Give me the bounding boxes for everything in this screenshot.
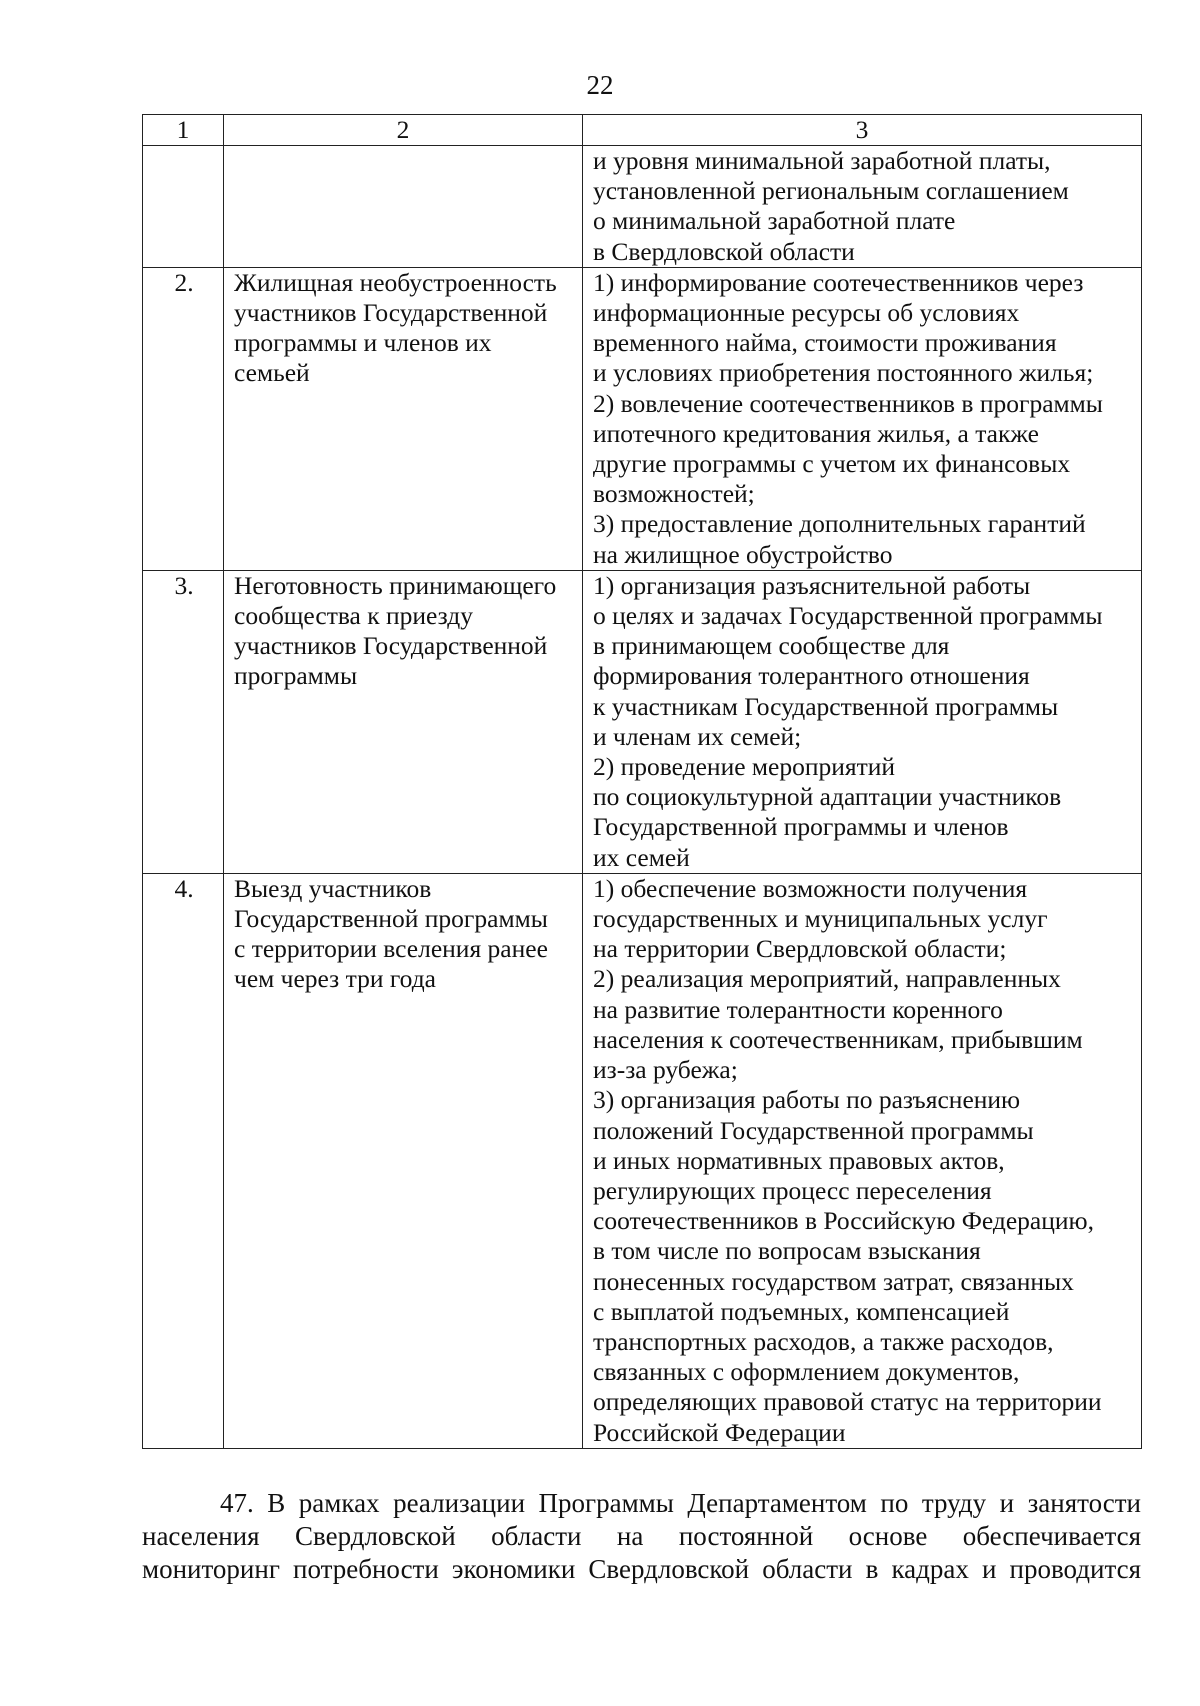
risk-line: сообщества к приезду — [234, 601, 474, 631]
measure-line: в том числе по вопросам взыскания — [593, 1236, 981, 1266]
measure-line: связанных с оформлением документов, — [593, 1357, 1020, 1387]
measure-line: 1) обеспечение возможности получения — [593, 873, 1028, 903]
risk-cell — [224, 873, 583, 1448]
paragraph-47 — [142, 1487, 1141, 1586]
table-row — [143, 267, 1142, 570]
risk-line: семьей — [234, 358, 310, 388]
measure-line: 2) проведение мероприятий — [593, 752, 896, 782]
row-number: 4. — [143, 873, 224, 1448]
risk-line: Неготовность принимающего — [234, 570, 557, 600]
risk-cell — [224, 267, 583, 570]
measure-line: в принимающем сообществе для — [593, 631, 950, 661]
measure-line: понесенных государством затрат, связанных — [593, 1266, 1074, 1296]
measure-line: временного найма, стоимости проживания — [593, 328, 1057, 358]
table-row — [143, 146, 1142, 268]
header-col-2: 2 — [224, 115, 583, 146]
measures-cell — [583, 570, 1142, 873]
row-number: 3. — [143, 570, 224, 873]
measure-line: и членам их семей; — [593, 721, 802, 751]
measure-line: положений Государственной программы — [593, 1115, 1034, 1145]
measure-line: соотечественников в Российскую Федерацию, — [593, 1206, 1094, 1236]
measures-cell — [583, 267, 1142, 570]
measure-line: на территории Свердловской области; — [593, 934, 1007, 964]
measure-line: транспортных расходов, а также расходов, — [593, 1326, 1054, 1356]
measure-line: и уровня минимальной заработной платы, — [593, 146, 1051, 175]
measures-cell — [583, 873, 1142, 1448]
measure-line: к участникам Государственной программы — [593, 691, 1059, 721]
measure-line: Государственной программы и членов — [593, 812, 1009, 842]
measure-line: 2) вовлечение соотечественников в программы — [593, 388, 1103, 418]
measure-line: и иных нормативных правовых актов, — [593, 1145, 1005, 1175]
row-number — [143, 146, 224, 268]
risk-line: участников Государственной — [234, 298, 548, 328]
paragraph-line: населения Свердловской области на постоянной основе обеспечивается — [142, 1521, 1141, 1551]
header-col-3: 3 — [583, 115, 1142, 146]
measure-line: Российской Федерации — [593, 1417, 846, 1447]
paragraph-line: мониторинг потребности экономики Свердловской области в кадрах и проводится — [142, 1554, 1141, 1584]
paragraph-line: 47. В рамках реализации Программы Департаментом по труду и занятости — [220, 1488, 1141, 1518]
measure-line: на развитие толерантности коренного — [593, 994, 1003, 1024]
table-row — [143, 873, 1142, 1448]
measures-table — [142, 114, 1142, 1449]
risk-line: программы и членов их — [234, 328, 492, 358]
page-number: 22 — [586, 70, 614, 100]
risk-line: с территории вселения ранее — [234, 934, 548, 964]
measures-cell — [583, 146, 1142, 268]
measure-line: 3) организация работы по разъяснению — [593, 1085, 1021, 1115]
measure-line: 1) информирование соотечественников через — [593, 267, 1084, 297]
header-col-1: 1 — [143, 115, 224, 146]
measure-line: 1) организация разъяснительной работы — [593, 570, 1031, 600]
risk-line: участников Государственной — [234, 631, 548, 661]
risk-cell — [224, 146, 583, 268]
measure-line: их семей — [593, 842, 690, 872]
measure-line: и условиях приобретения постоянного жилья; — [593, 358, 1094, 388]
measure-line: 2) реализация мероприятий, направленных — [593, 964, 1061, 994]
row-number: 2. — [143, 267, 224, 570]
risk-line: Жилищная необустроенность — [234, 267, 557, 297]
measure-line: ипотечного кредитования жилья, а также — [593, 418, 1039, 448]
measure-line: формирования толерантного отношения — [593, 661, 1030, 691]
risk-cell — [224, 570, 583, 873]
table-row — [143, 570, 1142, 873]
risk-line: чем через три года — [234, 964, 436, 994]
measure-line: о целях и задачах Государственной программы — [593, 601, 1103, 631]
table-header-row — [143, 115, 1142, 146]
risk-line: программы — [234, 661, 358, 691]
risk-line: Выезд участников — [234, 873, 432, 903]
measure-line: о минимальной заработной плате — [593, 206, 956, 236]
measure-line: возможностей; — [593, 479, 755, 509]
measure-line: установленной региональным соглашением — [593, 176, 1069, 206]
measure-line: из-за рубежа; — [593, 1055, 738, 1085]
measure-line: государственных и муниципальных услуг — [593, 904, 1048, 934]
measure-line: информационные ресурсы об условиях — [593, 298, 1020, 328]
measure-line: с выплатой подъемных, компенсацией — [593, 1296, 1010, 1326]
measure-line: другие программы с учетом их финансовых — [593, 449, 1071, 479]
measure-line: определяющих правовой статус на территории — [593, 1387, 1102, 1417]
measure-line: по социокультурной адаптации участников — [593, 782, 1062, 812]
measure-line: населения к соотечественникам, прибывшим — [593, 1024, 1083, 1054]
measure-line: регулирующих процесс переселения — [593, 1175, 992, 1205]
measure-line: на жилищное обустройство — [593, 539, 893, 569]
measure-line: 3) предоставление дополнительных гарантий — [593, 509, 1086, 539]
risk-line: Государственной программы — [234, 904, 548, 934]
measure-line: в Свердловской области — [593, 236, 855, 266]
